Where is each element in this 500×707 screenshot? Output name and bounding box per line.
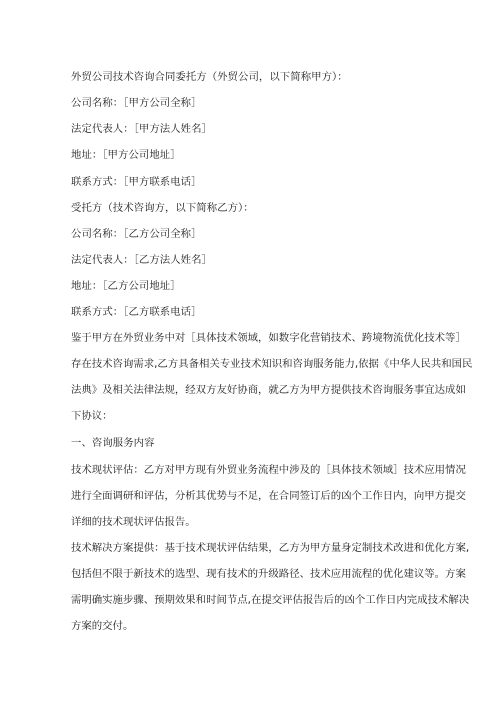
- item-line: 方案的交付。: [71, 620, 134, 632]
- item-line: 需明确实施步骤、预期效果和时间节点,在提交评估报告后的凶个工作日内完成技术解决: [71, 594, 470, 606]
- preamble-paragraph: [71, 325, 473, 429]
- party-b-legal-rep: 法定代表人：［乙方法人姓名］: [71, 254, 212, 266]
- party-a-intro: 外贸公司技术咨询合同委托方（外贸公司，以下简称甲方）：: [71, 71, 348, 83]
- item-line: 技术解决方案提供：基于技术现状评估结果，乙方为甲方量身定制技术改进和优化方案,: [71, 542, 470, 554]
- party-b-contact: 联系方式：［乙方联系电话］: [71, 306, 202, 318]
- party-a-legal-rep: 法定代表人：［甲方法人姓名］: [71, 123, 212, 135]
- item-line: 包括但不限于新技术的选型、现有技术的升级路径、技术应用流程的优化建议等。方案: [71, 568, 466, 580]
- section-heading-service-content: 一、咨询服务内容: [71, 437, 155, 449]
- preamble-line: 存在技术咨询需求,乙方具备相关专业技术知识和咨询服务能力,依据《中华人民共和国民: [71, 358, 473, 370]
- party-a-contact: 联系方式：［甲方联系电话］: [71, 176, 202, 188]
- item-line: 技术现状评估：乙方对甲方现有外贸业务流程中涉及的［具体技术领域］技术应用情况: [71, 464, 466, 476]
- item-tech-assessment: [71, 457, 466, 535]
- item-tech-solution: [71, 535, 470, 639]
- preamble-line: 鉴于甲方在外贸业务中对［具体技术领域，如数字化营销技术、跨境物流优化技术等］: [71, 332, 466, 344]
- party-b-intro: 受托方（技术咨询方，以下简称乙方）：: [71, 202, 254, 214]
- preamble-line: 下协议：: [71, 410, 113, 422]
- item-line: 进行全面调研和评估，分析其优势与不足，在合同签订后的凶个工作日内，向甲方提交: [71, 490, 466, 502]
- party-b-address: 地址：［乙方公司地址］: [71, 280, 181, 292]
- party-a-address: 地址：［甲方公司地址］: [71, 149, 181, 161]
- party-a-company-name: 公司名称：［甲方公司全称］: [71, 97, 202, 109]
- party-b-company-name: 公司名称：［乙方公司全称］: [71, 228, 202, 240]
- preamble-line: 法典》及相关法律法规，经双方友好协商，就乙方为甲方提供技术咨询服务事宜达成如: [71, 384, 466, 396]
- item-line: 详细的技术现状评估报告。: [71, 516, 196, 528]
